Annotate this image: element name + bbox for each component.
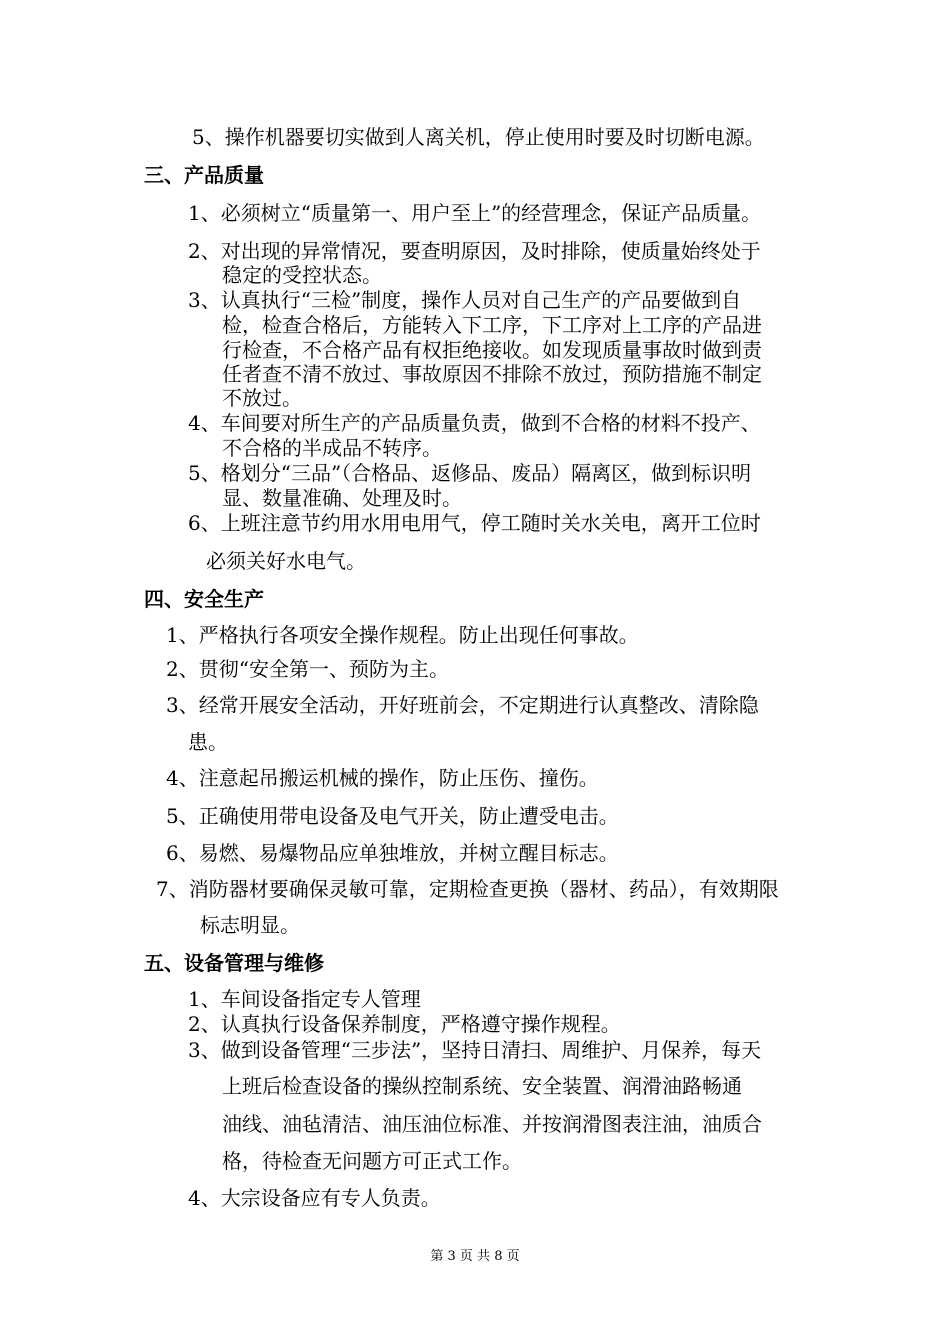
- section-3-item-3-line-1: 3、认真执行“三检”制度，操作人员对自己生产的产品要做到自: [188, 288, 742, 312]
- section-5-item-1: 1、车间设备指定专人管理: [188, 987, 421, 1011]
- section-3-item-3-line-4: 任者查不清不放过、事故原因不排除不放过，预防措施不制定: [222, 362, 762, 386]
- section-4-item-2: 2、贯彻“安全第一、预防为主。: [166, 657, 449, 681]
- section-4-item-4: 4、注意起吊搬运机械的操作，防止压伤、撞伤。: [166, 766, 599, 790]
- section-3-item-3-line-3: 行检查，不合格产品有权拒绝接收。如发现质量事故时做到责: [222, 338, 762, 362]
- section-3-item-3-line-2: 检，检查合格后，方能转入下工序，下工序对上工序的产品进: [222, 313, 762, 337]
- section-3-item-3-line-5: 不放过。: [222, 386, 302, 410]
- section-3-item-2-line-2: 稳定的受控状态。: [222, 263, 382, 287]
- section-5-item-3-line-4: 格，待检查无问题方可正式工作。: [222, 1149, 522, 1173]
- section-4-item-1: 1、严格执行各项安全操作规程。防止出现任何事故。: [166, 623, 639, 647]
- section-5-item-3-line-1: 3、做到设备管理“三步法”，坚持日清扫、周维护、月保养，每天: [188, 1038, 762, 1062]
- section-4-item-3-line-2: 患。: [188, 730, 228, 754]
- section-3-item-5-line-1: 5、格划分“三品”（合格品、返修品、废品）隔离区，做到标识明: [188, 461, 752, 485]
- section-5-item-4: 4、大宗设备应有专人负责。: [188, 1186, 441, 1210]
- section-4-item-5: 5、正确使用带电设备及电气开关，防止遭受电击。: [166, 804, 619, 828]
- section-5-heading: 五、设备管理与维修: [144, 951, 324, 975]
- section-5-item-2: 2、认真执行设备保养制度，严格遵守操作规程。: [188, 1012, 621, 1036]
- section-3-item-4-line-1: 4、车间要对所生产的产品质量负责，做到不合格的材料不投产、: [188, 411, 761, 435]
- section-3-heading: 三、产品质量: [144, 163, 264, 187]
- section-5-item-3-line-2: 上班后检查设备的操纵控制系统、安全装置、润滑油路畅通: [222, 1074, 742, 1098]
- section-4-item-7-line-1: 7、消防器材要确保灵敏可靠，定期检查更换（器材、药品），有效期限: [156, 877, 779, 901]
- section-3-item-6-line-1: 6、上班注意节约用水用电用气，停工随时关水关电，离开工位时: [188, 511, 761, 535]
- section-4-heading: 四、安全生产: [144, 587, 264, 611]
- section-4-item-6: 6、易燃、易爆物品应单独堆放，并树立醒目标志。: [166, 841, 619, 865]
- section-3-item-4-line-2: 不合格的半成品不转序。: [222, 436, 442, 460]
- section-3-item-1: 1、必须树立“质量第一、用户至上”的经营理念，保证产品质量。: [188, 201, 762, 225]
- section-3-item-5-line-2: 显、数量准确、处理及时。: [222, 486, 462, 510]
- intro-item-5: 5、操作机器要切实做到人离关机，停止使用时要及时切断电源。: [192, 125, 765, 149]
- section-3-item-6-line-2: 必须关好水电气。: [206, 549, 366, 573]
- section-3-item-2-line-1: 2、对出现的异常情况，要查明原因，及时排除，使质量始终处于: [188, 239, 761, 263]
- section-5-item-3-line-3: 油线、油毡清洁、油压油位标准、并按润滑图表注油，油质合: [222, 1112, 762, 1136]
- page-number-footer: 第 3 页 共 8 页: [430, 1249, 520, 1264]
- section-4-item-7-line-2: 标志明显。: [200, 913, 300, 937]
- section-4-item-3-line-1: 3、经常开展安全活动，开好班前会，不定期进行认真整改、清除隐: [166, 693, 759, 717]
